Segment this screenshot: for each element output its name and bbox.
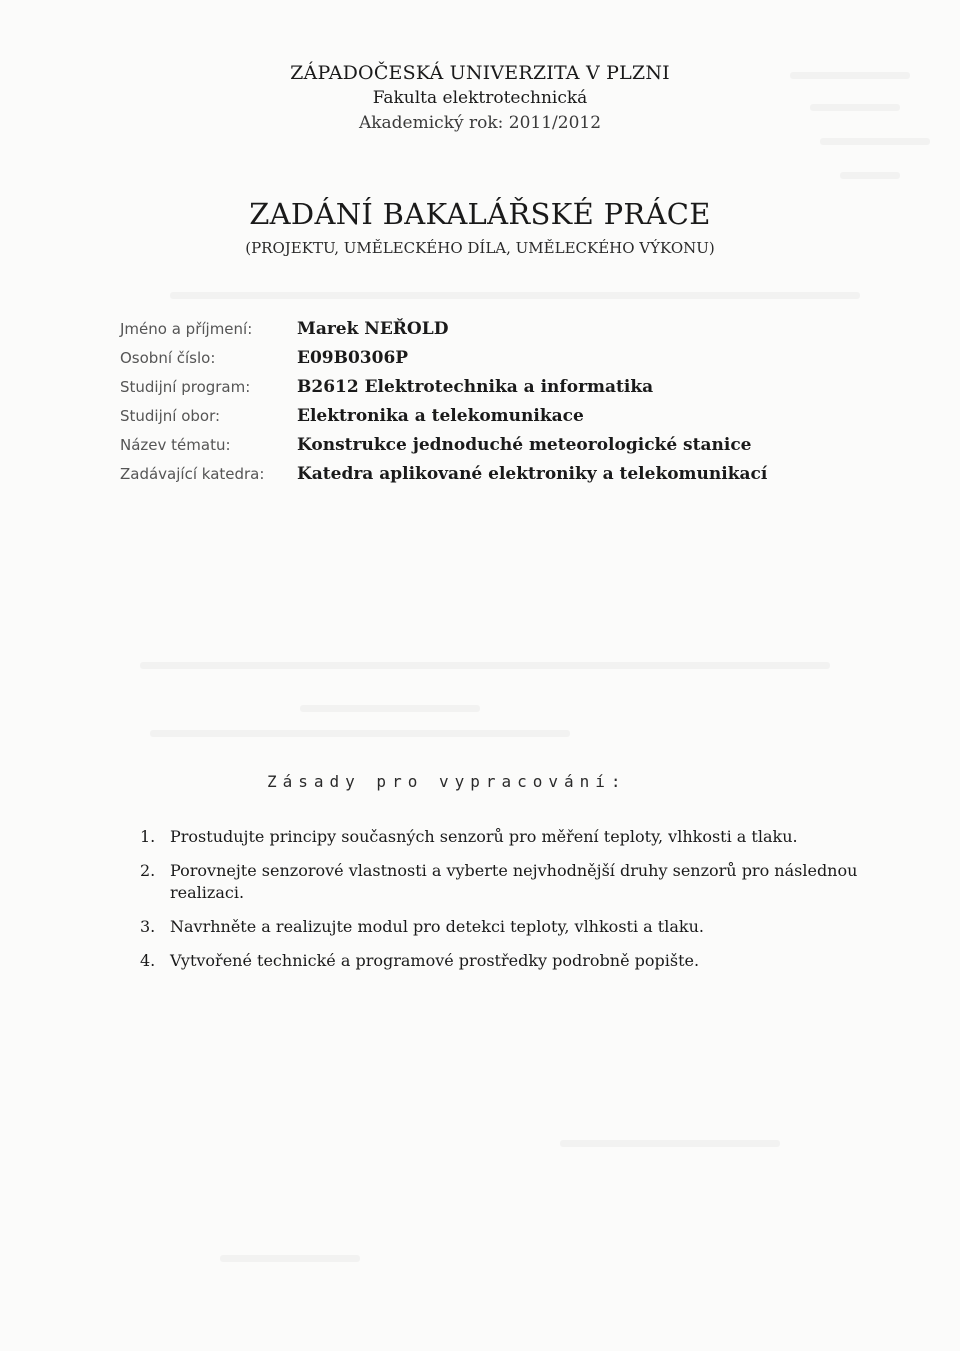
guidelines-list (140, 826, 900, 984)
university-name: ZÁPADOČESKÁ UNIVERZITA V PLZNI (290, 62, 670, 84)
bleed-through-mark (560, 1140, 780, 1147)
info-label: Studijní obor: (120, 406, 221, 425)
list-item-number: 4. (140, 951, 156, 970)
academic-year: Akademický rok: 2011/2012 (358, 113, 602, 133)
list-item-text: Prostudujte principy současných senzorů pro měření teploty, vlhkosti a tlaku. (170, 827, 798, 846)
info-row-department (120, 459, 767, 488)
info-row-name (120, 314, 767, 343)
list-item-text: Vytvořené technické a programové prostředky podrobně popište. (170, 951, 700, 970)
list-item-number: 2. (140, 861, 156, 880)
bleed-through-mark (300, 705, 480, 712)
info-row-study-field (120, 401, 767, 430)
list-item-text: Navrhněte a realizujte modul pro detekci teploty, vlhkosti a tlaku. (170, 917, 704, 936)
bleed-through-mark (820, 138, 930, 145)
bleed-through-mark (220, 1255, 360, 1262)
info-label: Osobní číslo: (120, 348, 216, 367)
bleed-through-mark (150, 730, 570, 737)
info-value: B2612 Elektrotechnika a informatika (297, 376, 654, 397)
info-row-personal-number (120, 343, 767, 372)
bleed-through-mark (140, 662, 830, 669)
document-subtitle: (PROJEKTU, UMĚLECKÉHO DÍLA, UMĚLECKÉHO VÝKONU) (245, 239, 715, 257)
info-value: Katedra aplikované elektroniky a telekomunikací (297, 463, 768, 484)
student-info-table (120, 314, 767, 488)
info-label: Jméno a příjmení: (120, 319, 253, 338)
list-item-number: 1. (140, 827, 156, 846)
guidelines-heading: Zásady pro vypracování: (267, 772, 627, 791)
info-row-study-program (120, 372, 767, 401)
document-title: ZADÁNÍ BAKALÁŘSKÉ PRÁCE (249, 197, 711, 231)
info-value: E09B0306P (297, 347, 409, 368)
info-label: Studijní program: (120, 377, 251, 396)
info-row-topic (120, 430, 767, 459)
info-label: Zadávající katedra: (120, 464, 265, 483)
list-item-number: 3. (140, 917, 156, 936)
info-value: Elektronika a telekomunikace (297, 405, 584, 426)
bleed-through-mark (840, 172, 900, 179)
list-item (140, 916, 900, 938)
info-value: Marek NEŘOLD (297, 318, 449, 339)
list-item-text: Porovnejte senzorové vlastnosti a vyberte nejvhodnější druhy senzorů pro následnou realizaci. (170, 861, 858, 902)
info-label: Název tématu: (120, 435, 231, 454)
list-item (140, 860, 900, 904)
list-item (140, 950, 900, 972)
faculty-name: Fakulta elektrotechnická (372, 88, 588, 108)
list-item (140, 826, 900, 848)
info-value: Konstrukce jednoduché meteorologické stanice (297, 434, 752, 455)
bleed-through-mark (170, 292, 860, 299)
